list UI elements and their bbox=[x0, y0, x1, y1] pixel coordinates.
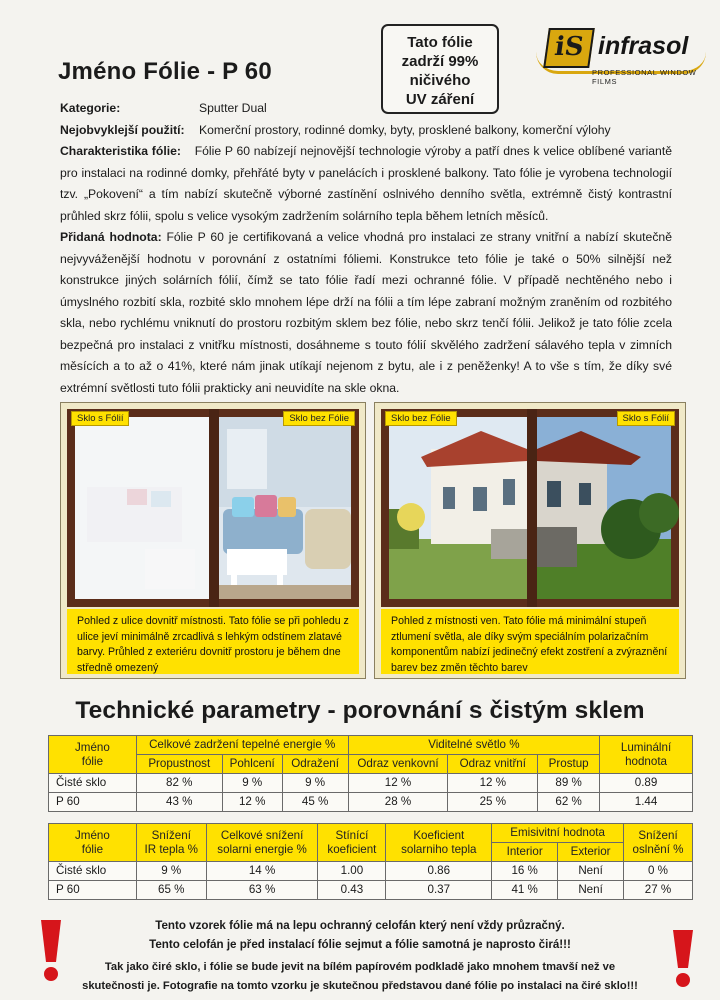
cell: 82 % bbox=[136, 774, 222, 793]
uv-line: ničivého bbox=[409, 72, 471, 89]
cell: 43 % bbox=[136, 793, 222, 812]
warning-exclamation-icon bbox=[668, 928, 698, 990]
col-header-name bbox=[49, 824, 137, 862]
col-header-ir-reduction bbox=[136, 824, 206, 862]
cell: 12 % bbox=[448, 774, 538, 793]
cell: 0 % bbox=[624, 862, 693, 881]
notice-cellophane bbox=[60, 916, 660, 954]
film-info bbox=[60, 98, 672, 399]
technical-parameters-title: Technické parametry - porovnání s čistým sklem bbox=[75, 697, 645, 724]
cell: 1.00 bbox=[318, 862, 386, 881]
cell: 14 % bbox=[206, 862, 318, 881]
col-header-reflection-inside: Odraz vnitřní bbox=[448, 755, 538, 774]
col-header-reflection-outside: Odraz venkovní bbox=[348, 755, 448, 774]
category-label: Kategorie: bbox=[60, 101, 121, 115]
cell: 16 % bbox=[492, 862, 558, 881]
header-text: solarni energie % bbox=[217, 842, 307, 856]
header-text: Koeficient bbox=[413, 828, 465, 842]
header-text: Snížení bbox=[638, 828, 678, 842]
cell: 62 % bbox=[538, 793, 600, 812]
header-text: koeficient bbox=[327, 842, 377, 856]
table-row bbox=[49, 793, 693, 812]
infrasol-logo bbox=[534, 22, 710, 84]
notice-line: Tento vzorek fólie má na lepu ochranný celofán který není vždy průzračný. bbox=[155, 919, 565, 932]
header-text: IR tepla % bbox=[144, 842, 198, 856]
page-title: Jméno Fólie - P 60 bbox=[58, 58, 272, 85]
exterior-caption: Pohled z místnosti ven. Tato fólie má minimální stupeň ztlumení světla, ale díky svým speciálním polarizačním komponentům nabízí jedinečný efekt zostření a zvýraznění barev bez změn těchto barev bbox=[381, 609, 679, 674]
cell: 27 % bbox=[624, 881, 693, 900]
tag-with-film: Sklo s Fólií bbox=[71, 411, 129, 426]
tag-without-film: Sklo bez Fólie bbox=[283, 411, 355, 426]
table-solar-emissivity bbox=[48, 823, 693, 900]
col-header-interior: Interior bbox=[492, 843, 558, 862]
logo-mark-icon: iS bbox=[543, 28, 595, 68]
house-illustration bbox=[381, 409, 679, 607]
cell: 45 % bbox=[282, 793, 348, 812]
header-text: hodnota bbox=[625, 754, 668, 768]
col-header-shading bbox=[318, 824, 386, 862]
cell: 9 % bbox=[282, 774, 348, 793]
col-header-absorption: Pohlcení bbox=[222, 755, 282, 774]
cell: 0.86 bbox=[386, 862, 492, 881]
row-name: Čisté sklo bbox=[49, 774, 137, 793]
cell: 0.43 bbox=[318, 881, 386, 900]
col-header-shgc bbox=[386, 824, 492, 862]
col-header-exterior: Exterior bbox=[558, 843, 624, 862]
notice-line: Tento celofán je před instalací fólie sejmut a fólie samotná je naprosto čirá!!! bbox=[149, 938, 571, 951]
tag-without-film: Sklo bez Fólie bbox=[385, 411, 457, 426]
table-row bbox=[49, 881, 693, 900]
col-header-name bbox=[49, 736, 137, 774]
table-row bbox=[49, 862, 693, 881]
usage-row bbox=[60, 120, 672, 142]
cell: 9 % bbox=[222, 774, 282, 793]
characteristics-label: Charakteristika fólie: bbox=[60, 144, 181, 158]
notice-appearance bbox=[60, 958, 660, 996]
table-row bbox=[49, 774, 693, 793]
group-header-light: Viditelné světlo % bbox=[348, 736, 600, 755]
characteristics-text: Fólie P 60 nabízejí nejnovější technologie výroby a patří dnes k velice oblíbené variantě pro instalaci na rodinné domky, přehřáté byty v panelácích i prosklené balkony. Tato fólie je vyrobena technologií tzv. „Pokovení“ a tím nabízí skutečně výborné zastínění oslnivého denního světla, extrémně čistý kontrastní průhled skrz fólii, spolu s velice vysokým zadržením solárního tepla během letních měsíců. bbox=[60, 144, 673, 223]
col-header-transmission: Propustnost bbox=[136, 755, 222, 774]
cell: Není bbox=[558, 881, 624, 900]
category-value: Sputter Dual bbox=[199, 101, 267, 115]
uv-line: Tato fólie bbox=[407, 34, 473, 51]
cell: 0.37 bbox=[386, 881, 492, 900]
header-text: Stínící bbox=[335, 828, 369, 842]
interior-photo bbox=[67, 409, 359, 607]
cell: Není bbox=[558, 862, 624, 881]
header-text: fólie bbox=[81, 842, 104, 856]
header-text: oslnění % bbox=[632, 842, 684, 856]
cell: 63 % bbox=[206, 881, 318, 900]
cell: 25 % bbox=[448, 793, 538, 812]
table-heat-light bbox=[48, 735, 693, 812]
notice-line: Tak jako čiré sklo, i fólie se bude jevit na bílém papírovém podkladě jako mnohem tmavší než ve bbox=[104, 961, 616, 973]
notice-line: skutečnosti je. Fotografie na tomto vzorku je skutečnou představou dané fólie po instalaci na čiré sklo!!! bbox=[82, 980, 638, 992]
col-header-solar-reduction bbox=[206, 824, 318, 862]
row-name: P 60 bbox=[49, 793, 137, 812]
logo-subtitle: PROFESSIONAL WINDOW FILMS bbox=[592, 68, 697, 86]
exterior-photo bbox=[381, 409, 679, 607]
cell: 12 % bbox=[222, 793, 282, 812]
header-text: solarniho tepla bbox=[401, 842, 477, 856]
tag-with-film: Sklo s Fólií bbox=[617, 411, 675, 426]
cell: 65 % bbox=[136, 881, 206, 900]
table-header-row bbox=[49, 824, 693, 843]
row-name: Čisté sklo bbox=[49, 862, 137, 881]
cell: 9 % bbox=[136, 862, 206, 881]
characteristics-paragraph bbox=[60, 141, 672, 227]
group-header-emissivity: Emisivitní hodnota bbox=[492, 824, 624, 843]
header-text: fólie bbox=[81, 754, 104, 768]
col-header-luminal bbox=[600, 736, 693, 774]
col-header-light-transmission: Prostup bbox=[538, 755, 600, 774]
table-header-row bbox=[49, 736, 693, 755]
category-row bbox=[60, 98, 672, 120]
group-header-energy: Celkové zadržení tepelné energie % bbox=[136, 736, 348, 755]
interior-caption: Pohled z ulice dovnitř místnosti. Tato fólie se při pohledu z ulice jeví minimálně zrcadlivá s lehkým odstínem zlatavé barvy. Průhled z exteriéru dovnitř prostoru je během dne středně omezený bbox=[67, 609, 359, 674]
cell: 28 % bbox=[348, 793, 448, 812]
row-name: P 60 bbox=[49, 881, 137, 900]
logo-name: infrasol bbox=[598, 32, 689, 60]
cell: 1.44 bbox=[600, 793, 693, 812]
header-text: Celkové snížení bbox=[220, 828, 304, 842]
exterior-view-panel bbox=[374, 402, 686, 679]
added-value-text: Fólie P 60 je certifikovaná a velice vhodná pro instalaci ze strany vnitřní a nabízí skutečně nejvyváženější hodnotu v porovnání z ostatními fóliemi. Konstrukce teto fólie je také o 50% silnější než konstrukce jiných solárních fólií, čímž se tato fólie řadí mezi ochranné fólie. V případě nechtěného nebo i úmyslného rozbití skla, rozbité sklo mnohem lépe drží na fólii a tím lépe zabraní možným zraněním od rozbitého skla, nebo rychlému vniknutí do prostoru rozbitým sklem bez fólie, nebo skrz tenčí fólii. Jelikož je tato fólie zcela bezpečná pro instalaci z vnitřku místnosti, dosáhneme s touto fólií skvělého zadržení sálavého tepla v zimních měsících a to až o 41%, které nám jinak utíkají nejenom z bytu, ale i z peněženky! A to vše s tím, že díky své extrémní světlosti tuto fólii prakticky ani neuvidíte na skle okna. bbox=[60, 230, 672, 395]
col-header-glare bbox=[624, 824, 693, 862]
header-text: Luminální bbox=[620, 740, 672, 754]
usage-value: Komerční prostory, rodinné domky, byty, prosklené balkony, komerční výlohy bbox=[199, 122, 611, 137]
interior-illustration bbox=[67, 409, 359, 607]
interior-view-panel bbox=[60, 402, 366, 679]
uv-line: UV záření bbox=[405, 91, 475, 108]
uv-line: zadrží 99% bbox=[401, 53, 479, 70]
cell: 12 % bbox=[348, 774, 448, 793]
header-text: Jméno bbox=[75, 828, 110, 842]
header-text: Jméno bbox=[74, 740, 110, 754]
cell: 89 % bbox=[538, 774, 600, 793]
header-text: Snížení bbox=[151, 828, 191, 842]
cell: 41 % bbox=[492, 881, 558, 900]
added-value-paragraph bbox=[60, 227, 672, 399]
col-header-reflection: Odražení bbox=[282, 755, 348, 774]
table-subheader-row bbox=[49, 755, 693, 774]
added-value-label: Přidaná hodnota: bbox=[60, 230, 162, 244]
cell: 0.89 bbox=[600, 774, 693, 793]
usage-label: Nejobvyklejší použití: bbox=[60, 122, 185, 137]
